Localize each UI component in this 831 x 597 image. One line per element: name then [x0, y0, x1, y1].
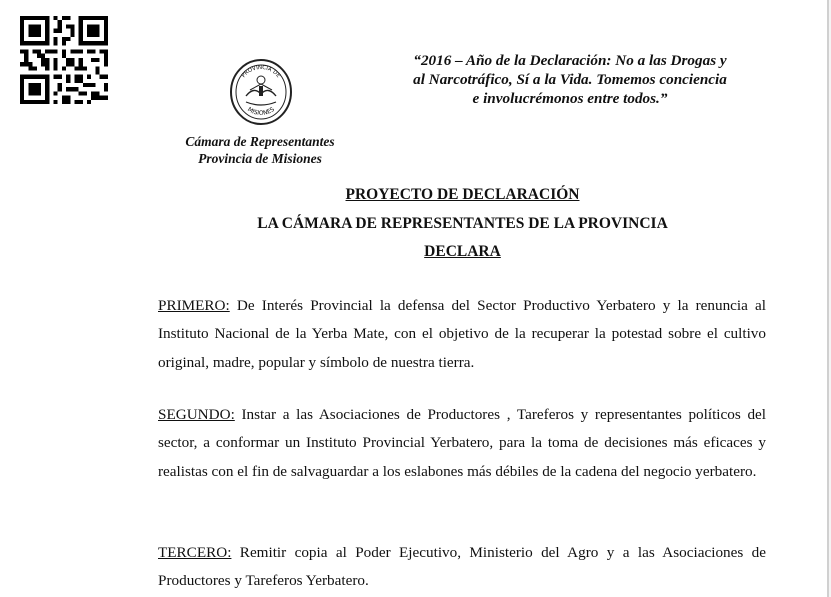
svg-text:PROVINCIA DE: PROVINCIA DE	[240, 64, 282, 80]
article-text: Remitir copia al Poder Ejecutivo, Ministerio del Agro y a las Asociaciones de Productores y Tareferos Yerbatero.	[158, 544, 766, 590]
year-motto	[375, 51, 765, 108]
chamber-title: LA CÁMARA DE REPRESENTANTES DE LA PROVINCIA	[257, 214, 668, 232]
article-text: Instar a las Asociaciones de Productores , Tareferos y representantes políticos del sector, a conformar un Instituto Provincial Yerbatero, para la toma de decisiones más eficaces y realistas con el fin de salvaguardar a los eslabones más débiles de la cadena del negocio yerbatero.	[158, 406, 766, 480]
motto-line2: al Narcotráfico, Sí a la Vida. Tomemos conciencia	[413, 71, 727, 88]
document-titles	[160, 184, 765, 270]
article-segundo	[158, 401, 766, 486]
article-primero	[158, 292, 766, 377]
qr-code	[20, 16, 108, 104]
chamber-name	[160, 133, 360, 167]
motto-line1: “2016 – Año de la Declaración: No a las Drogas y	[413, 52, 727, 69]
article-tercero	[158, 539, 766, 596]
province-seal-icon	[228, 56, 294, 126]
article-text: De Interés Provincial la defensa del Sector Productivo Yerbatero y la renuncia al Instituto Nacional de la Yerba Mate, con el objetivo de la recuperar la potestad sobre el cultivo original, madre, popular y símbolo de nuestra tierra.	[158, 297, 766, 371]
project-title: PROYECTO DE DECLARACIÓN	[345, 186, 580, 203]
chamber-name-line1: Cámara de Representantes	[185, 134, 335, 149]
article-label: PRIMERO:	[158, 297, 230, 314]
motto-line3: e involucrémonos entre todos.”	[472, 90, 668, 107]
chamber-name-line2: Provincia de Misiones	[198, 151, 322, 166]
declares-title: DECLARA	[424, 243, 501, 260]
article-label: TERCERO:	[158, 544, 232, 561]
article-label: SEGUNDO:	[158, 406, 235, 423]
svg-text:MISIONES: MISIONES	[246, 106, 276, 117]
